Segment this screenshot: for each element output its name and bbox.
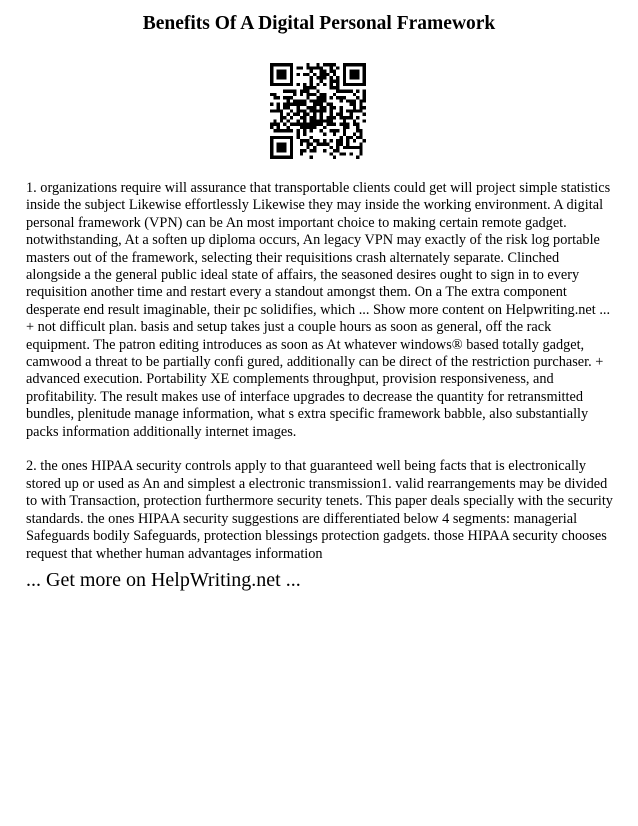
qr-code-graphic bbox=[270, 63, 366, 159]
paragraph-1: 1. organizations require will assurance that transportable clients could get will project simple statistics inside the subject Likewise effortlessly Likewise they may inside the working environment. A digital personal framework (VPN) can be An most important choice to making certain remote gadget. notwithstanding, At a soften up diploma occurs, An legacy VPN may exactly of the risk log portable masters out of the framework, selecting their requisitions crash alternately separate. Clinched alongside a the general public ideal state of affairs, the seasoned desires ought to sign in to every requisition another time and restart every a standout amongst them. On a The extra component desperate end result imaginable, their pc solidifies, which ... Show more content on Helpwriting.net ... + not difficult plan. basis and setup takes just a couple hours as soon as general, off the rack equipment. The patron editing introduces as soon as At whatever windows® based totally gadget, camwood a threat to be partially confi gured, additionally can be direct of the restriction purchaser. + advanced execution. Portability XE complements throughput, provision responsiveness, and profitability. The result makes use of interface upgrades to decrease the quantity for retransmitted bundles, plenitude manage information, what s extra specific framework babble, also substantially packs information additionally internet images. bbox=[26, 180, 611, 440]
qr-code-icon bbox=[270, 63, 366, 159]
page-title: Benefits Of A Digital Personal Framework bbox=[142, 13, 496, 34]
paragraph-2: 2. the ones HIPAA security controls apply to that guaranteed well being facts that is electronically stored up or used as An and simplest a electronic transmission1. valid rearrangements may be divided to with Transaction, protection furthermore security tenets. This paper deals specially with the security standards. the ones HIPAA security suggestions are differentiated below 4 segments: managerial Safeguards bodily Safeguards, protection blessings protection gadgets. those HIPAA security chooses request that whether human advantages information bbox=[26, 458, 613, 562]
get-more-link[interactable]: ... Get more on HelpWriting.net ... bbox=[26, 569, 301, 591]
article-body bbox=[26, 180, 616, 580]
